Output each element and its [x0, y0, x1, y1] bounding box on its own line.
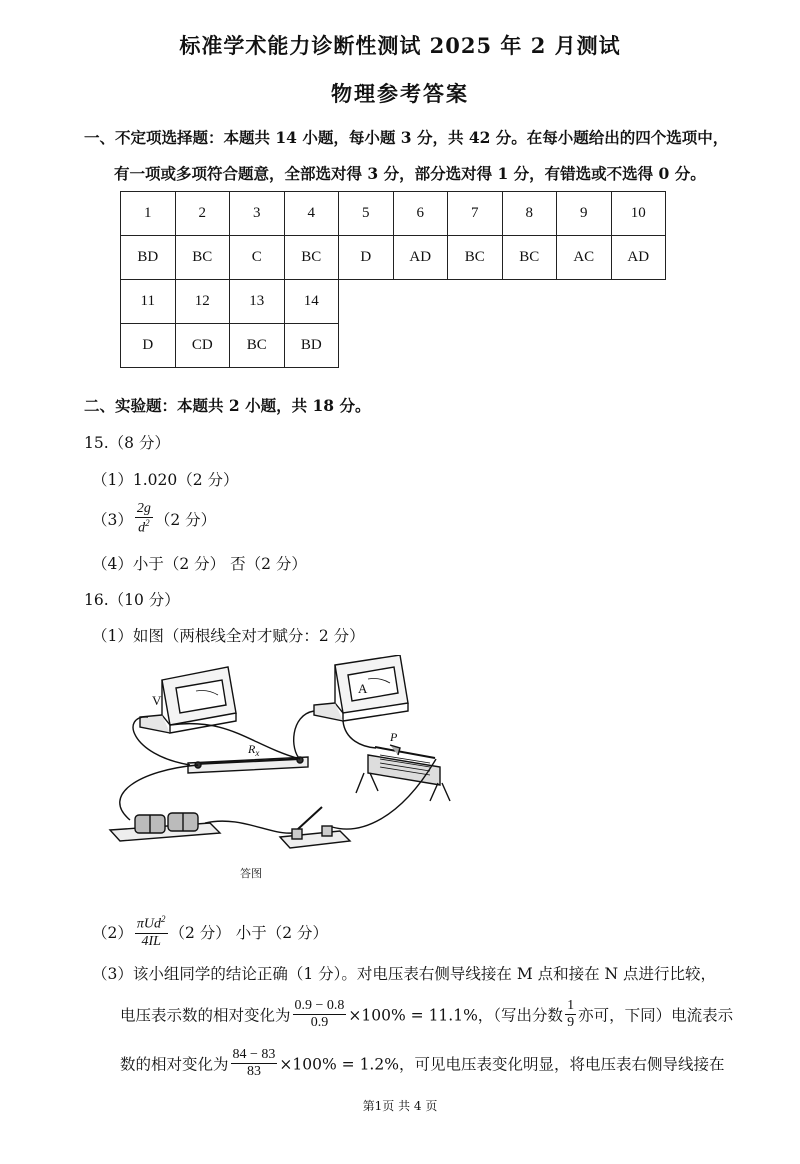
q15-title: 15.（8 分） [84, 434, 170, 452]
table-cell: CD [175, 324, 230, 368]
table-cell: 7 [448, 192, 503, 236]
table-cell: 6 [393, 192, 448, 236]
table-cell: D [339, 236, 394, 280]
table-cell: 5 [339, 192, 394, 236]
answer-table [120, 191, 666, 368]
section1-heading-line1: 一、不定项选择题：本题共 14 小题，每小题 3 分，共 42 分。在每小题给出的四个选项中， [84, 128, 729, 147]
table-cell: 14 [284, 280, 339, 324]
section1-heading-line2: 有一项或多项符合题意，全部选对得 3 分，部分选对得 1 分，有错选或不选得 0 分。 [114, 164, 706, 183]
voltmeter-label: V [152, 693, 162, 708]
table-row [121, 324, 666, 368]
table-cell: BC [230, 324, 285, 368]
table-cell: D [121, 324, 176, 368]
table-cell: 9 [557, 192, 612, 236]
figure-caption: 答图 [240, 867, 262, 880]
table-row [121, 236, 666, 280]
exam-title: 标准学术能力诊断性测试 2025 年 2 月测试 [179, 33, 621, 58]
resistor-label: $R_x$ [248, 742, 260, 758]
table-cell: BD [121, 236, 176, 280]
table-cell: 12 [175, 280, 230, 324]
table-cell: BC [284, 236, 339, 280]
table-cell: AD [393, 236, 448, 280]
q16-part3-line3: 数的相对变化为 $\frac{84 - 83}{83}$ ×100% = 1.2%，可见电压表变化明显，将电压表右侧导线接在 [120, 1047, 725, 1080]
q16-part3-line2: 电压表示数的相对变化为 $\frac{0.9 - 0.8}{0.9}$ ×100% = 11.1%，（写出分数 $\frac{1}{9}$ 亦可，下同）电流表示 [120, 998, 734, 1031]
table-row [121, 192, 666, 236]
fraction: $\frac{84 - 83}{83}$ [232, 1047, 276, 1080]
fraction: $\frac{1}{9}$ [567, 998, 575, 1031]
slider-label: P [390, 730, 398, 744]
table-cell: 2 [175, 192, 230, 236]
table-cell: 3 [230, 192, 285, 236]
table-cell: BD [284, 324, 339, 368]
q15-part1: （1）1.020（2 分） [92, 471, 239, 489]
fraction: $\frac{\pi Ud^2}{4IL}$ [136, 914, 166, 949]
table-cell: 8 [502, 192, 557, 236]
q15-part3: （3） $\frac{2g}{d^2}$ （2 分） [92, 501, 217, 536]
table-cell: 10 [611, 192, 666, 236]
q15-part4: （4）小于（2 分） 否（2 分） [92, 555, 307, 573]
page-subtitle: 物理参考答案 [331, 81, 469, 106]
circuit-diagram [100, 655, 480, 890]
section2-heading: 二、实验题：本题共 2 小题，共 18 分。 [84, 396, 371, 415]
table-cell: 13 [230, 280, 285, 324]
ammeter-label: A [358, 681, 368, 696]
resistor-rx [188, 757, 308, 773]
table-cell: AD [611, 236, 666, 280]
q16-part2: （2） $\frac{\pi Ud^2}{4IL}$ （2 分） 小于（2 分） [92, 914, 329, 949]
table-row [121, 280, 666, 324]
fraction: $\frac{0.9 - 0.8}{0.9}$ [294, 998, 345, 1031]
switch [280, 807, 350, 848]
q16-title: 16.（10 分） [84, 591, 180, 609]
table-cell: C [230, 236, 285, 280]
fraction: $\frac{2g}{d^2}$ [136, 501, 151, 536]
table-cell: 1 [121, 192, 176, 236]
page-footer: 第1页 共 4 页 [362, 1099, 438, 1113]
table-cell: BC [448, 236, 503, 280]
table-cell: BC [175, 236, 230, 280]
table-cell: 4 [284, 192, 339, 236]
q16-part1: （1）如图（两根线全对才赋分：2 分） [92, 627, 365, 645]
table-cell: 11 [121, 280, 176, 324]
q16-part3-line1: （3）该小组同学的结论正确（1 分）。对电压表右侧导线接在 M 点和接在 N 点进行比较， [92, 965, 717, 983]
table-cell: BC [502, 236, 557, 280]
table-cell: AC [557, 236, 612, 280]
rheostat [356, 745, 450, 801]
